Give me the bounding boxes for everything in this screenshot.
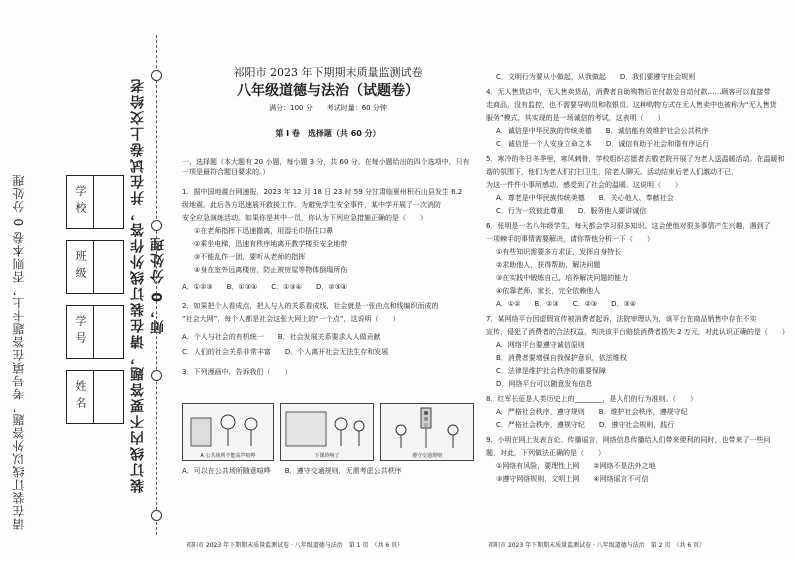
question-line: C．文明行为要从小做起，从我做起 D．我们要遵守社会规则 xyxy=(496,73,696,81)
question-line: A．可以在公共场所随意喧哗 B．遵守交通规则，无需考虑公共秩序 xyxy=(182,467,402,475)
info-box-name[interactable] xyxy=(66,370,124,424)
question-line: 安全应急演练活动。如果你是其中一员，你认为下列应急措施正确的是（ ） xyxy=(182,214,427,222)
question-line: C．行为一致彼此尊重 D．服务他人要讲诚信 xyxy=(496,207,647,215)
question-line: 5．寒冷的冬日冬季里，寒风刺骨，学校组织志愿者去敬老院开展了为老人送温暖活动。在温暖和 xyxy=(486,155,785,163)
info-label: 学号 xyxy=(67,306,94,358)
question-line: ②乘坐电梯，迅速有秩序地离开教学楼至安全地带 xyxy=(194,240,348,248)
question-line: A．个人与社会的有机统一 B．社会发展关系要求人人做贡献 xyxy=(182,333,381,341)
question-line: “社会大网”，每个人都是社会这张大网上的“一个点”，这说明（ ） xyxy=(182,315,400,323)
seal-dot xyxy=(151,510,162,521)
seal-line xyxy=(156,35,157,535)
info-label: 班级 xyxy=(67,241,94,293)
question-line: ②求助他人，获得帮助，解决问题 xyxy=(496,261,601,269)
question-line: ①网络有风险，要理性上网 ②网络不是法外之地 xyxy=(496,462,656,470)
seal-dot xyxy=(151,220,162,231)
cartoon-caption: A 公共场所不能高声喧哗 xyxy=(200,453,256,459)
question-line: ④依靠老师，家长，完全依赖他人 xyxy=(496,287,601,295)
cartoon-drawing-icon xyxy=(183,404,273,454)
question-line: A．诚信是中华民族的传统美德 B．诚信能有效维护社会公共秩序 xyxy=(496,127,709,135)
question-line: C．法律是维护社会秩序的重要保障 xyxy=(496,367,606,375)
question-line: 服务”模式，其实现的是一场诚信的考试，这表明（ ） xyxy=(486,114,665,122)
cartoon-caption: 下课铃响了 xyxy=(314,453,340,459)
info-label: 姓名 xyxy=(67,371,94,423)
question-line: ①在老师指挥下迅速撤离，用湿毛巾捂住口鼻 xyxy=(194,227,334,235)
question-line: ①有些知识需要多方求证，发挥自身特长 xyxy=(496,248,622,256)
cartoon-drawing-icon xyxy=(381,404,473,454)
seal-dot xyxy=(151,70,162,81)
info-box-student-id[interactable] xyxy=(66,305,124,359)
question-line: C．诚信是一个人安身立命之本 D．诚信有助于社会和谐有序运行 xyxy=(496,140,710,148)
question-line: 宣传，侵犯了消费者的合法权益，判决该平台赔偿消费者损失 2 万元，对此认识正确的是（ ） xyxy=(486,328,789,336)
binding-notice-2: 请在装订线以外答题，考号填在答题卡上，否则本卷 0 分处理 xyxy=(12,173,26,530)
question-line: ③不能乱作一团，要听从老师的指挥 xyxy=(194,253,306,261)
question-line: A．网络平台要遵守诚信原则 xyxy=(496,341,585,349)
question-line: D．网络平台可以随意发布信息 xyxy=(496,380,593,388)
question-line: A．尊老是中华民族传统美德 B．关心他人、奉献社会 xyxy=(496,194,674,202)
question-line: ③遵守网络规则，文明上网 ④网络谣言不可信 xyxy=(496,475,649,483)
question-line: B．消费者要增强自我保护意识，依法维权 xyxy=(496,354,627,362)
footer-page-2: 祁阳市 2023 年下期期末质量监测试卷 · 八年级道德与法治 第 2 页 （共 6 页） xyxy=(488,542,706,549)
question-line: C．人们的社会关系非常丰富 D．个人离开社会无法生存和发展 xyxy=(182,348,389,356)
cartoon-panel xyxy=(182,403,274,461)
section-heading: 第 I 卷 选择题（共 60 分） xyxy=(275,129,381,138)
cartoon-drawing-icon xyxy=(281,404,373,454)
question-line: 1．据中国地震台网速报，2023 年 12 月 18 日 23 时 59 分甘肃临夏州积石山县发生 6.2 xyxy=(182,188,463,196)
question-line: 9．小明在网上发表言论、传播谣言，网络信息传播给人们带来便利的同时，也带来了一些问 xyxy=(486,436,771,444)
question-line: A．①② B．①③ C．②③ D．③④ xyxy=(496,300,637,308)
question-line: 3．下列漫画中，告诉我们（ ） xyxy=(182,368,292,376)
question-line: A．严格社会秩序，遵守规则 B．维护社会秩序，遵规守纪 xyxy=(496,408,688,416)
question-line: 为这一件件小事所感动，感受到了社会的温暖。这说明（ ） xyxy=(486,181,682,189)
question-line: 题，对此，下列做法正确的是（ ） xyxy=(486,449,605,457)
binding-notice: 装订线内不要答题，请在装订线外作答，并在试卷上交给老师，0 分处理 xyxy=(130,77,166,493)
question-line: A．①②③ B．①③④ C．①③④ D．②③④ xyxy=(182,283,348,291)
question-line: ③在实践中锻炼自己，培养解决问题的能力 xyxy=(496,274,629,282)
question-line: 4．无人售货店中，无人售卖货品，消费者自助购物后在付款处自动付款……顾客可以直接带 xyxy=(486,88,771,96)
question-line: 8．红军长征是人类历史上的________，是人们的行为准则。（ ） xyxy=(486,395,697,403)
info-box-class[interactable] xyxy=(66,240,124,294)
question-line: 6．张明是一名八年级学生，每天都会学习很多知识。这会使他对很多事情产生兴趣，遇到了 xyxy=(486,222,771,230)
question-line: 谐的氛围下，他们为老人们打扫卫生，陪老人聊天。活动结束后老人们激动不已， xyxy=(486,168,738,176)
exam-title: 祁阳市 2023 年下期期末质量监测试卷 xyxy=(233,66,423,79)
question-line: 一、选择题（本大题有 20 小题，每小题 3 分，共 60 分。在每小题给出的四个选项中，只有 xyxy=(182,158,470,166)
cartoon-panel xyxy=(280,403,374,461)
cartoon-panel xyxy=(380,403,474,461)
question-line: 7．某网络平台因虚假宣传被消费者起诉，法院审理认为，该平台在商品销售中存在不实 xyxy=(486,315,757,323)
exam-subtitle: 八年级道德与法治（试题卷） xyxy=(237,83,419,99)
question-line: 走商品，没有监控，也不需要导购员和收银员。这种购物方式在无人售卖中也被称为“无人售货 xyxy=(486,101,777,109)
cartoon-caption: 遵守交通规则 xyxy=(411,453,442,459)
info-box-school[interactable] xyxy=(66,175,124,229)
question-line: 一项是最符合题目要求的。） xyxy=(182,168,270,176)
question-line: 一项棘手的事情需要解决，请你帮他分析一下（ ） xyxy=(486,235,654,243)
seal-dot xyxy=(151,370,162,381)
question-line: 2．如果把个人看成点，把人与人的关系看成线，社会就是一张由点和线编织而成的 xyxy=(182,302,439,310)
question-line: ④身在室外远离楼房，防止被房屋等物体倒塌所伤 xyxy=(194,266,348,274)
exam-meta: 满分：100 分 考试时量：60 分钟 xyxy=(269,104,387,112)
question-line: C．严格社会秩序，遵规守纪 D．遵守社会规则，践行 xyxy=(496,421,675,429)
question-line: 级地震。此后各方迅速展开救援工作。为避免学生安全事件，某中学开展了一次消防 xyxy=(182,201,441,209)
footer-page-1: 祁阳市 2023 年下期期末质量监测试卷 · 八年级道德与法治 第 1 页 （共 6 页） xyxy=(186,542,404,549)
info-label: 学校 xyxy=(67,176,94,228)
